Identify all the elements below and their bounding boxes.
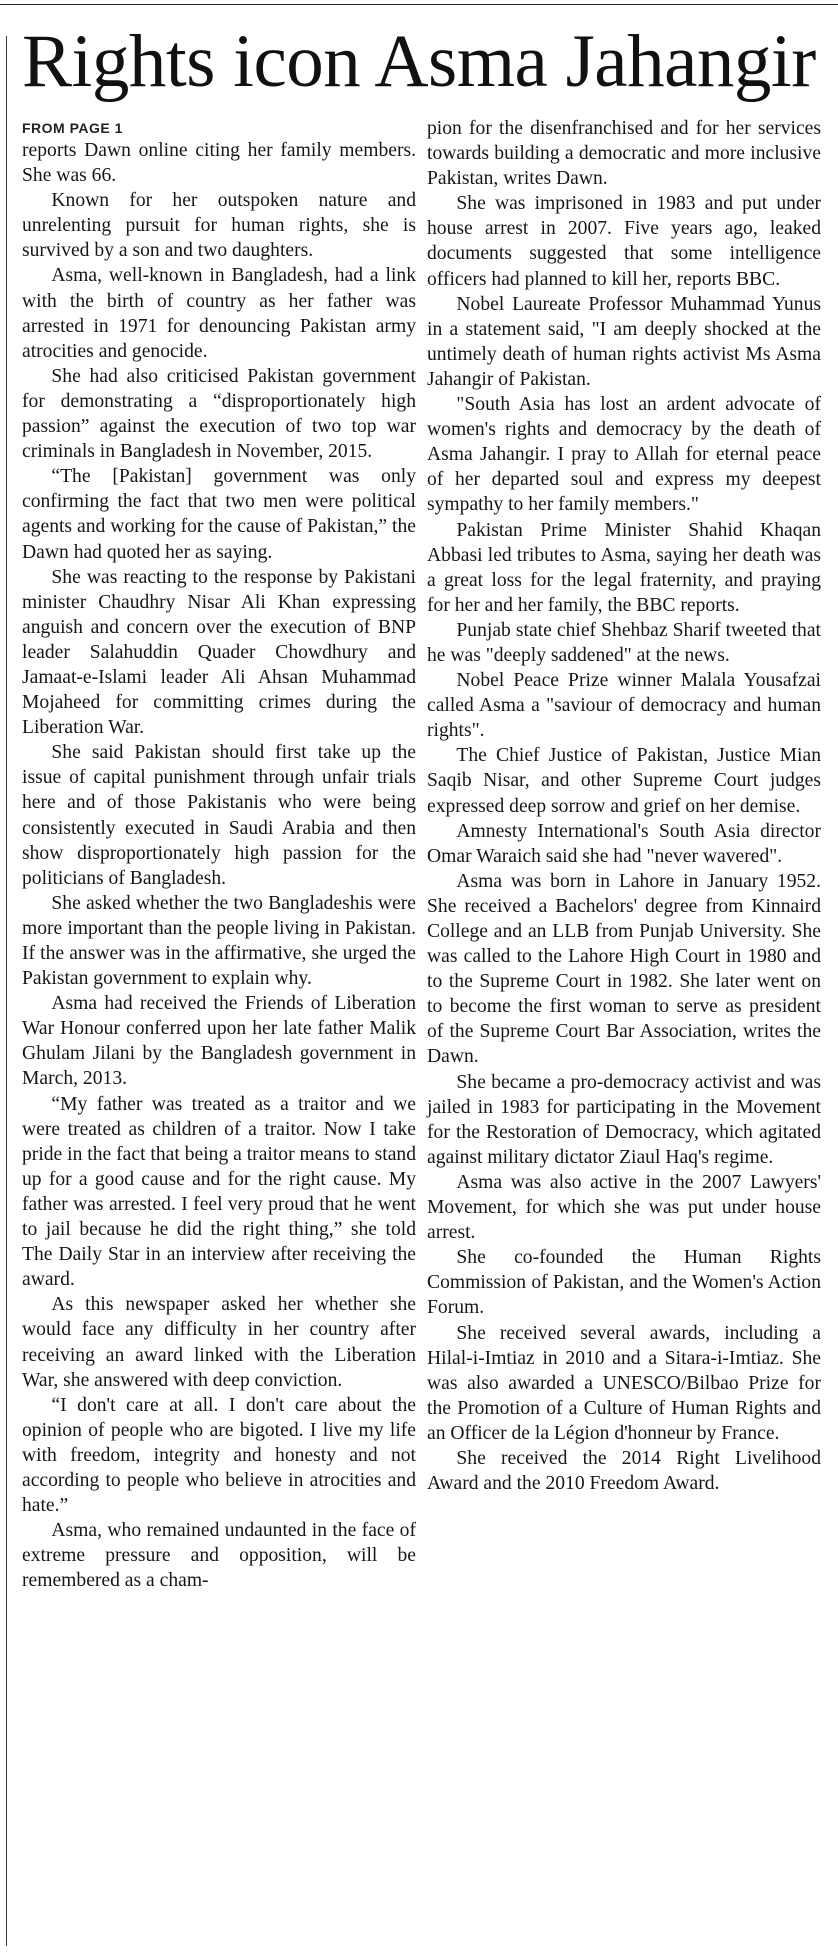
- article-column-left: [22, 119, 416, 1593]
- article-column-right: [427, 116, 821, 1496]
- paragraph: “My father was treated as a traitor and we were treated as children of a traitor. Now I take pride in the fact that being a traitor means to stand up for a good cause and for the right cause. My father was arrested. I feel very proud that he went to jail because he did the right thing,” she told The Daily Star in an interview after receiving the award.: [22, 1093, 416, 1291]
- paragraph: She said Pakistan should first take up the issue of capital punishment through unfair trials here and of those Pakistanis who were being consistently executed in Saudi Arabia and then show disproportionately high passion for the politicians of Bangladesh.: [22, 742, 416, 889]
- paragraph: Amnesty International's South Asia director Omar Waraich said she had "never wavered".: [427, 820, 821, 867]
- paragraph: As this newspaper asked her whether she would face any difficulty in her country after receiving an award linked with the Liberation War, she answered with deep conviction.: [22, 1294, 416, 1391]
- paragraph: She co-founded the Human Rights Commission of Pakistan, and the Women's Action Forum.: [427, 1247, 821, 1319]
- jump-label: FROM PAGE 1: [22, 120, 123, 136]
- paragraph: She received several awards, including a Hilal-i-Imtiaz in 2010 and a Sitara-i-Imtiaz. She was also awarded a UNESCO/Bilbao Prize for the Promotion of a Culture of Human Rights and an Officer de la Légion d'honneur by France.: [427, 1322, 821, 1444]
- paragraph: She became a pro-democracy activist and was jailed in 1983 for participating in the Movement for the Restoration of Democracy, which agitated against military dictator Ziaul Haq's regime.: [427, 1071, 821, 1168]
- paragraph: Known for her outspoken nature and unrelenting pursuit for human rights, she is survived by a son and two daughters.: [22, 190, 416, 262]
- paragraph: She received the 2014 Right Livelihood Award and the 2010 Freedom Award.: [427, 1447, 821, 1495]
- paragraph: The Chief Justice of Pakistan, Justice Mian Saqib Nisar, and other Supreme Court judges expressed deep sorrow and grief on her demise.: [427, 745, 821, 817]
- paragraph: Asma, who remained undaunted in the face of extreme pressure and opposition, will be remembered as a cham-: [22, 1520, 416, 1592]
- left-column-rule: [6, 36, 7, 1946]
- paragraph: She had also criticised Pakistan government for demonstrating a “disproportionately high passion” against the execution of two top war criminals in Bangladesh in November, 2015.: [22, 365, 416, 463]
- paragraph: Asma was also active in the 2007 Lawyers' Movement, for which she was put under house arrest.: [427, 1171, 821, 1244]
- paragraph: Asma was born in Lahore in January 1952. She received a Bachelors' degree from Kinnaird College and an LLB from Punjab University. She was called to the Lahore High Court in 1980 and to the Supreme Court in 1982. She later went on to become the first woman to serve as president of the Supreme Court Bar Association, writes the Dawn.: [427, 870, 821, 1068]
- paragraph: Asma, well-known in Bangladesh, had a link with the birth of country as her father was arrested in 1971 for denouncing Pakistan army atrocities and genocide.: [22, 265, 416, 362]
- paragraph: Nobel Peace Prize winner Malala Yousafzai called Asma a "saviour of democracy and human rights".: [427, 670, 821, 742]
- paragraph: She asked whether the two Bangladeshis were more important than the people living in Pakistan. If the answer was in the affirmative, she urged the Pakistan government to explain why.: [22, 892, 416, 990]
- paragraph: reports Dawn online citing her family members. She was 66.: [22, 140, 416, 187]
- paragraph: Punjab state chief Shehbaz Sharif tweeted that he was "deeply saddened" at the news.: [427, 619, 821, 666]
- paragraph: "South Asia has lost an ardent advocate of women's rights and democracy by the death of Asma Jahangir. I pray to Allah for eternal peace of her departed soul and express my deepest sympathy to her family members.": [427, 394, 821, 516]
- paragraph: pion for the disenfranchised and for her services towards building a democratic and more inclusive Pakistan, writes Dawn.: [427, 118, 821, 190]
- paragraph: Pakistan Prime Minister Shahid Khaqan Abbasi led tributes to Asma, saying her death was a great loss for the legal fraternity, and praying for her and her family, the BBC reports.: [427, 519, 821, 616]
- paragraph: She was reacting to the response by Pakistani minister Chaudhry Nisar Ali Khan expressing anguish and concern over the execution of BNP leader Salahuddin Quader Chowdhury and Jamaat-e-Islami leader Ali Ahsan Muhammad Mojaheed for committing crimes during the Liberation War.: [22, 566, 416, 739]
- headline: Rights icon Asma Jahangir: [22, 20, 816, 103]
- top-rule: [0, 4, 838, 5]
- paragraph: Asma had received the Friends of Liberation War Honour conferred upon her late father Malik Ghulam Jilani by the Bangladesh government in March, 2013.: [22, 993, 416, 1090]
- paragraph: Nobel Laureate Professor Muhammad Yunus in a statement said, "I am deeply shocked at the untimely death of human rights activist Ms Asma Jahangir of Pakistan.: [427, 293, 821, 390]
- paragraph: She was imprisoned in 1983 and put under house arrest in 2007. Five years ago, leaked documents suggested that some intelligence officers had planned to kill her, reports BBC.: [427, 193, 821, 290]
- paragraph: “The [Pakistan] government was only confirming the fact that two men were political agents and working for the cause of Pakistan,” the Dawn had quoted her as saying.: [22, 466, 416, 563]
- paragraph: “I don't care at all. I don't care about the opinion of people who are bigoted. I live my life with freedom, integrity and honesty and not according to people who believe in atrocities and hate.”: [22, 1394, 416, 1517]
